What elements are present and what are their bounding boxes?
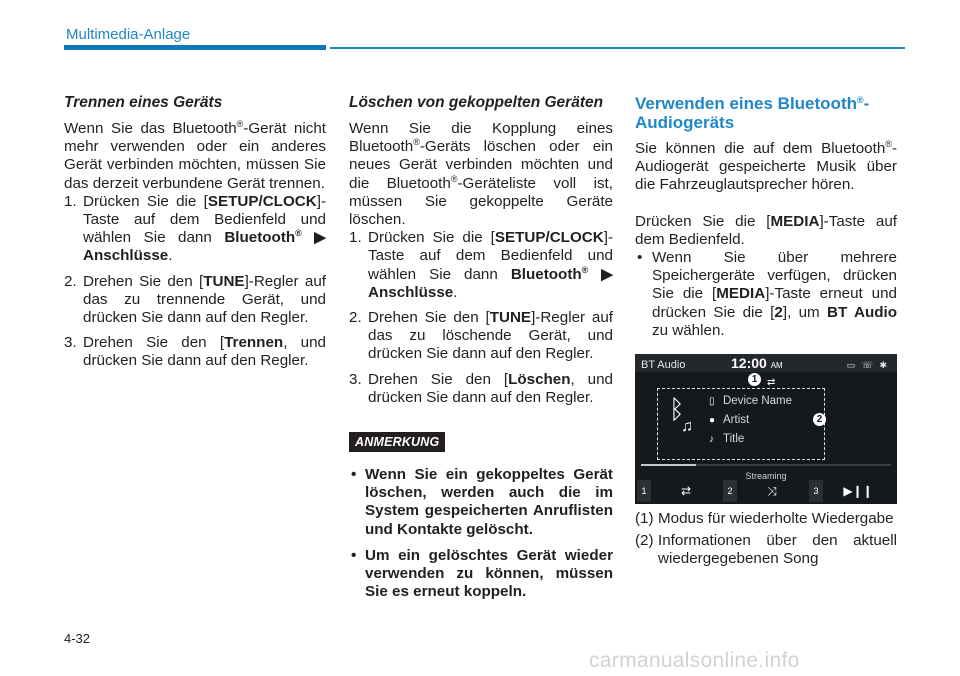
phone-icon: ▯ xyxy=(709,396,715,408)
heading-bt-audio: Verwenden eines Bluetooth®-Audiogeräts xyxy=(635,94,870,132)
steps-disconnect xyxy=(64,193,326,371)
preset-key-3: 3 xyxy=(809,480,823,502)
screenshot-captions xyxy=(635,510,897,569)
music-note-icon: ♫ xyxy=(681,418,693,436)
note-item: • Um ein gelöschtes Gerät wieder verwenden zu können, müssen Sie es erneut koppeln. xyxy=(351,546,613,601)
media-bullets xyxy=(635,249,897,340)
intro-disconnect: Wenn Sie das Bluetooth®-Gerät nicht mehr verwenden oder ein anderes Gerät verbinden möchten, müssen Sie das derzeit verbundene Gerät trennen. xyxy=(64,119,326,192)
header-bar-light xyxy=(330,47,905,49)
screen-clock: 12:00 AM xyxy=(731,355,783,372)
arrow-right-icon: ▶ xyxy=(314,229,326,247)
step-item: 1. Drücken Sie die [SETUP/CLOCK]-Taste auf dem Bedienfeld und wählen Sie dann Bluetooth® ▶ Anschlüsse. xyxy=(64,192,326,265)
section-title: Multimedia-Anlage xyxy=(66,26,191,43)
device-name-row: ▯ Device Name xyxy=(709,392,792,411)
note-badge: ANMERKUNG xyxy=(349,432,445,452)
bullet-item: • Wenn Sie über mehrere Speichergeräte verfügen, drücken Sie die [MEDIA]-Taste erneut und drücken Sie die [2], um BT Audio zu wählen. xyxy=(637,249,898,339)
screen-status-bar xyxy=(635,354,897,372)
title-row: ♪ Title xyxy=(709,430,744,449)
bt-audio-screenshot xyxy=(635,354,897,504)
bluetooth-icon: ᛒ xyxy=(669,394,685,425)
status-icons: ▭ ☏ ✱ xyxy=(846,360,889,371)
caption-item: (1) Modus für wiederholte Wiedergabe xyxy=(635,510,894,528)
step-item: 1. Drücken Sie die [SETUP/CLOCK]-Taste auf dem Bedienfeld und wählen Sie dann Bluetooth® ▶ Anschlüsse. xyxy=(349,229,613,301)
arrow-right-icon: ▶ xyxy=(601,265,613,283)
steps-delete xyxy=(349,229,613,407)
header-bar-dark xyxy=(64,45,326,50)
watermark: carmanualsonline.info xyxy=(589,649,800,672)
caption-item: (2) Informationen über den aktuell wiedergegebenen Song xyxy=(635,532,897,568)
callout-2: 2 xyxy=(813,413,826,426)
column-bt-audio xyxy=(635,94,897,573)
screen-title: BT Audio xyxy=(641,359,686,372)
column-disconnect xyxy=(64,94,326,378)
preset-key-1: 1 xyxy=(637,480,651,502)
streaming-label: Streaming xyxy=(745,471,787,482)
heading-disconnect: Trennen eines Geräts xyxy=(64,94,223,111)
heading-delete: Löschen von gekoppelten Geräten xyxy=(349,94,604,111)
shuffle-button: ⤨ xyxy=(767,484,777,499)
music-search-icon: ♪ xyxy=(709,434,714,446)
column-delete xyxy=(349,94,613,609)
step-item: 3. Drehen Sie den [Trennen, und drücken Sie dann auf den Regler. xyxy=(64,334,327,370)
person-icon: ● xyxy=(709,415,716,427)
preset-key-2: 2 xyxy=(723,480,737,502)
note-item: • Wenn Sie ein gekoppeltes Gerät löschen, werden auch die im System gespeicherten Anruflisten und Kontakte gelöscht. xyxy=(351,466,613,538)
repeat-icon: ⇄ xyxy=(767,377,776,389)
media-instruction: Drücken Sie die [MEDIA]-Taste auf dem Bedienfeld. xyxy=(635,212,897,248)
step-item: 2. Drehen Sie den [TUNE]-Regler auf das zu trennende Gerät, und drücken Sie dann auf den Regler. xyxy=(64,272,326,327)
play-pause-button: ▶❙❙ xyxy=(843,484,873,499)
callout-1: 1 xyxy=(748,373,761,386)
progress-bar xyxy=(641,464,891,466)
intro-delete: Wenn Sie die Kopplung eines Bluetooth®-Geräts löschen oder ein neues Gerät verbinden möchten und die Bluetooth®-Geräteliste voll ist, müssen Sie gekoppelte Geräte löschen. xyxy=(349,120,613,229)
repeat-button: ⇄ xyxy=(680,484,692,499)
intro-bt-audio: Sie können die auf dem Bluetooth®-Audiogerät gespeicherte Musik über die Fahrzeuglautsprecher hören. xyxy=(635,139,897,194)
note-list xyxy=(349,466,613,601)
page-number: 4-32 xyxy=(64,631,91,646)
artist-row: ● Artist xyxy=(709,411,749,430)
step-item: 2. Drehen Sie den [TUNE]-Regler auf das zu löschende Gerät, und drücken Sie dann auf den Regler. xyxy=(349,309,613,363)
step-item: 3. Drehen Sie den [Löschen, und drücken Sie dann auf den Regler. xyxy=(349,370,614,406)
